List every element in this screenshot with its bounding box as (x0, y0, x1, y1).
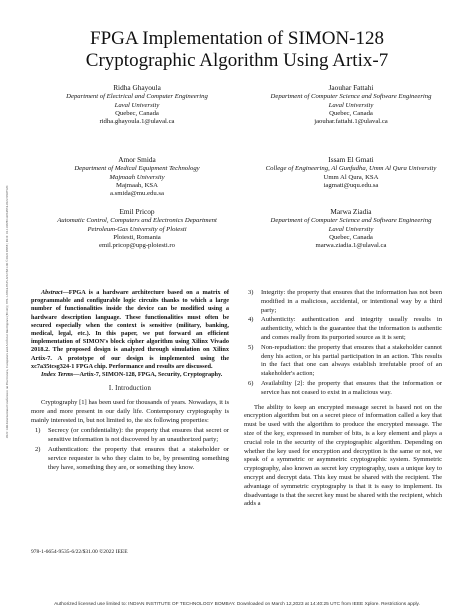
list-item-number: 4) (248, 316, 254, 324)
author-dept: Department of Electrical and Computer Engineering (66, 93, 208, 101)
license-footer: Authorized licensed use limited to: INDIAN INSTITUTE OF TECHNOLOGY BOMBAY. Downloaded on March 12,2023 at 14:40:25 UTC from IEEE Xplore. Restrictions apply. (54, 602, 420, 607)
author-block (29, 208, 245, 250)
list-item (244, 344, 442, 379)
author-org: Laval University (328, 101, 374, 109)
list-item (244, 289, 442, 315)
left-column (31, 289, 229, 473)
author-email: emil.pricop@upg-ploiesti.ro (99, 242, 175, 250)
property-list-left (31, 427, 229, 472)
author-location: Quebec, Canada (329, 109, 373, 117)
index-terms (31, 371, 229, 379)
list-item-text: Authenticity: authentication and integrity usually results in authenticity, which is the guarantee that the information is authentic and comes really from its purported source as it is sent; (261, 316, 442, 341)
list-item-number: 6) (248, 379, 254, 387)
sidebar-doi-strip (2, 40, 12, 585)
list-item (31, 427, 229, 445)
author-org: Petroleum-Gas University of Ploiesti (87, 225, 187, 233)
body-paragraph: The ability to keep an encrypted message secret is based not on the encryption algorithm but on a secret piece of information called a key that must be used with the algorithm to produce the encrypted message. The size of the key, expressed in number of bits, is a key element and plays a crucial role in the security of the cryptographic algorithm. Depending on whether the key used for encryption and decryption is the same or not, we speak of a symmetric or asymmetric cryptographic system. Symmetric cryptography, also known as secret key cryptography, uses a unique key to encrypt and decrypt data. This key must be shared with the recipient. The advantage of symmetric cryptography is that it is easy to implement. Its disadvantage is that the secret key must be shared with the recipient, which adds a (244, 403, 442, 508)
author-location: Quebec, Canada (115, 109, 159, 117)
sidebar-doi-text: 2022 14th International Conference on Electronics, Computers and Artificial Intelligence (ECAI) | 978-1-6654-9535-6/22/$31.00 ©2022 IEEE | DOI: 10.1109/ECAI54874.2022.9847520 (5, 185, 9, 439)
author-name: Emil Pricop (119, 207, 155, 216)
list-item-text: Authentication: the property that ensures that a stakeholder or service requester is who they claim to be, by presenting something they have, something they are, or something they know. (48, 446, 229, 471)
author-email: marwa.ziadia.1@ulaval.ca (315, 242, 387, 250)
list-item-text: Integrity: the property that ensures that the information has not been modified in a malicious, accidental, or intentional way by a third party; (261, 289, 442, 314)
author-name: Marwa Ziadia (330, 207, 372, 216)
list-item-text: Secrecy (or confidentiality): the property that ensures that secret or sensitive information is not discovered by an unauthorized party; (48, 427, 229, 444)
list-item-number: 3) (248, 289, 254, 296)
author-dept: Automatic Control, Computers and Electronics Department (57, 217, 217, 225)
author-dept: College of Engineering, Al Gunfudha, Umm Al Qura University (265, 165, 437, 173)
author-email: iagmati@uqu.edu.sa (323, 181, 379, 189)
title-line-1: FPGA Implementation of SIMON-128 (90, 28, 384, 49)
author-block (237, 156, 465, 190)
author-dept: Department of Computer Science and Software Engineering (270, 93, 432, 101)
author-email: a.smida@mu.edu.sa (110, 190, 164, 198)
author-block (245, 208, 457, 250)
author-org: Laval University (328, 225, 374, 233)
paper-title (30, 28, 444, 72)
author-block (37, 84, 237, 126)
right-column (244, 289, 442, 509)
author-org: Umm Al Qura, KSA (323, 173, 379, 181)
author-dept: Department of Computer Science and Software Engineering (270, 217, 432, 225)
section-heading: I. Introduction (108, 385, 152, 393)
author-location: Ploiesti, Romania (113, 233, 161, 241)
list-item-text: Non-repudiation: the property that ensures that a stakeholder cannot deny his action, or his partial participation in an action. This results in the fact that one can always establish irrefutable proof of an stakeholder's action; (261, 343, 442, 378)
list-item-number: 5) (248, 343, 254, 351)
author-location: Majmaah, KSA (116, 181, 158, 189)
property-list-right (244, 289, 442, 398)
author-location: Quebec, Canada (329, 233, 373, 241)
abstract-label: Abstract (41, 289, 63, 296)
index-terms-text: —Artix-7, SIMON-128, FPGA, Security, Cryptography. (73, 371, 223, 379)
list-item (31, 446, 229, 472)
author-block (37, 156, 237, 198)
abstract-text: —FPGA is a hardware architecture based on a matrix of programmable and configurable logic circuits thanks to which a large number of functionalities inside the device can be modified using a hardware description language. These functionalities must often be secured especially when the context is sensitive (military, banking, medical, legal, etc.). In this paper, we put forward an efficient implementation of SIMON's block cipher algorithm using Xilinx Vivado 2018.2. The proposed design is analyzed through simulation on Xilinx Artix-7. A prototype of our design is implemented using the xc7a35tcsg324-1 FPGA chip. Performance and results are discussed. (31, 289, 229, 370)
author-org: Majmaah University (109, 173, 165, 181)
list-item (244, 316, 442, 342)
author-name: Jaouhar Fattahi (328, 83, 374, 92)
list-item-number: 1) (35, 427, 41, 435)
author-org: Laval University (114, 101, 160, 109)
author-block (245, 84, 457, 126)
list-item-number: 2) (35, 446, 41, 454)
list-item (244, 380, 442, 398)
abstract (31, 289, 229, 371)
author-name: Ridha Ghayoula (113, 83, 161, 92)
list-item-text: Availability [2]: the property that ensures that the information or service has not ceased to exist in a malicious way. (261, 379, 442, 396)
author-name: Issam El Gmati (328, 155, 374, 164)
copyright-line: 978-1-6654-9535-6/22/$31.00 ©2022 IEEE (31, 549, 128, 555)
title-line-2: Cryptographic Algorithm Using Artix-7 (85, 50, 389, 71)
author-email: jaouhar.fattahi.1@ulaval.ca (314, 118, 388, 126)
intro-paragraph: Cryptography [1] has been used for thousands of years. Nowadays, it is more and more present in our daily life. Contemporary cryptography is mainly interested in, but not limited to, the six following properties: (31, 399, 229, 424)
author-dept: Department of Medical Equipment Technology (74, 165, 200, 173)
author-name: Amor Smida (118, 155, 156, 164)
index-terms-label: Index Terms (41, 371, 74, 379)
author-email: ridha.ghayoula.1@ulaval.ca (99, 118, 175, 126)
